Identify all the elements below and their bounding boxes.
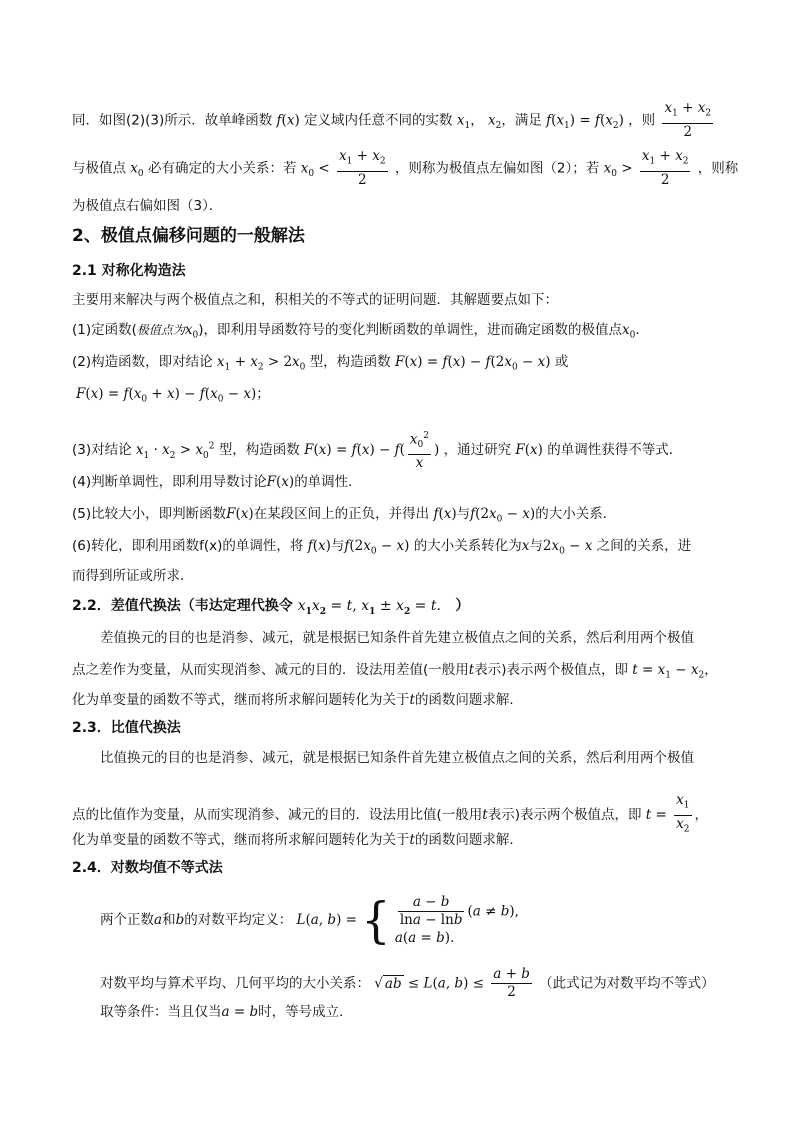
log-mean-relation: 对数平均与算术平均、几何平均的大小关系： √ ab ≤ L(a, b) ≤ $\frac{a + b}{2}$ （此式记为对数平均不等式） xyxy=(100,966,715,1000)
cases-brace: { xyxy=(361,891,391,949)
section-2-2-p1: 差值换元的目的也是消参、减元，就是根据已知条件首先建立极值点之间的关系，然后利用两个极值 xyxy=(100,630,694,646)
intro-line-2: 与极值点 $x_0$ 必有确定的大小关系：若 $x_0$ < $\frac{x_1 + x_2}{2}$ ，则称为极值点左偏如图（2）；若 $x_0$ > $\frac{x_1 + x_2}{2}$ ，则称 xyxy=(72,148,739,188)
fraction-midpoint: $\frac{x_1 + x_2}{2}$ xyxy=(641,148,689,188)
step-2-alt: $F(x) = f(x_0 + x) - f(x_0 - x)$； xyxy=(76,386,270,405)
fraction-x1-over-x2: $\frac{x_1}{x_2}$ xyxy=(676,792,690,835)
fraction-arith-mean: $\frac{a + b}{2}$ xyxy=(493,966,530,1000)
step-5: (5)比较大小，即判断函数F(x)在某段区间上的正负，并得出 f(x)与$f(2x_0 - x)$的大小关系． xyxy=(72,506,617,525)
section-2-2-p3: 化为单变量的函数不等式，继而将所求解问题转化为关于t的函数问题求解． xyxy=(72,692,523,708)
math-fx: f xyxy=(276,112,282,129)
fraction-x0sq-over-x: $\frac{x_0^2}{x}$ xyxy=(408,428,431,472)
step-1: (1)定函数(极值点为$x_0$)，即利用导函数符号的变化判断函数的单调性，进而确定函数的极值点$x_0$． xyxy=(72,322,649,341)
log-mean-definition: 两个正数a和b的对数平均定义： L(a, b) = { $\frac{a - b}{\ln a - \ln b}$ (a ≠ b), a(a = b). xyxy=(100,891,519,949)
fraction-midpoint: $\frac{x_1 + x_2}{2}$ xyxy=(664,100,712,140)
step-3: (3)对结论 $x_1 \cdot x_2 > x_0^2$ 型，构造函数 F(x) = f(x) − f( $\frac{x_0^2}{x}$ ) ，通过研究 F(x) 的单调性获得不等式． xyxy=(72,428,682,472)
step-4: (4)判断单调性，即利用导数讨论F(x)的单调性． xyxy=(72,474,362,490)
section-2-1-intro: 主要用来解决与两个极值点之和，积相关的不等式的证明问题．其解题要点如下： xyxy=(72,292,558,308)
step-2: (2)构造函数，即对结论 $x_1 + x_2 > 2x_0$ 型，构造函数 $F(x) = f(x) - f(2x_0 - x)$ 或 xyxy=(72,354,569,373)
section-2-3-p3: 化为单变量的函数不等式，继而将所求解问题转化为关于t的函数问题求解． xyxy=(72,832,523,848)
section-2-3-p2: 点的比值作为变量，从而实现消参、减元的目的．设法用比值(一般用t表示)表示两个极值点，即 t = $\frac{x_1}{x_2}$ ， xyxy=(72,792,708,838)
step-6: (6)转化，即利用函数f(x)的单调性，将 f(x)与$f(2x_0 - x)$ 的大小关系转化为x与$2x_0 - x$ 之间的关系，进 xyxy=(72,538,692,557)
intro-line-1: 同．如图(2)(3)所示．故单峰函数 f(x) 定义域内任意不同的实数 $x_1$， $x_2$，满足 $f(x_1) = f(x_2)$ ，则 $\frac{x_1 + x_2}{2}$ xyxy=(72,100,712,140)
cases-block: $\frac{a - b}{\ln a - \ln b}$ (a ≠ b), a(a = b). xyxy=(394,893,519,946)
intro-line-3: 为极值点右偏如图（3）． xyxy=(72,198,223,214)
section-2-3-p1: 比值换元的目的也是消参、减元，就是根据已知条件首先建立极值点之间的关系，然后利用两个极值 xyxy=(100,750,694,766)
section-2-2-p2: 点之差作为变量，从而实现消参、减元的目的．设法用差值(一般用t表示)表示两个极值点，即 $t = x_1 - x_2$， xyxy=(72,662,718,681)
fraction-midpoint: $\frac{x_1 + x_2}{2}$ xyxy=(339,148,386,188)
section-2-title: 2、极值点偏移问题的一般解法 xyxy=(72,226,305,246)
section-2-3-title: 2.3．比值代换法 xyxy=(72,720,181,736)
section-2-4-title: 2.4．对数均值不等式法 xyxy=(72,860,223,876)
section-2-2-title: 2.2．差值代换法（韦达定理代换令 $x_1x_2 = t$, $x_1 \pm x_2 = t$． ） xyxy=(72,598,470,617)
equality-condition: 取等条件：当且仅当a = b时，等号成立． xyxy=(100,1004,353,1020)
section-2-1-title: 2.1 对称化构造法 xyxy=(72,263,186,279)
step-6-cont: 而得到所证或所求． xyxy=(72,568,194,584)
